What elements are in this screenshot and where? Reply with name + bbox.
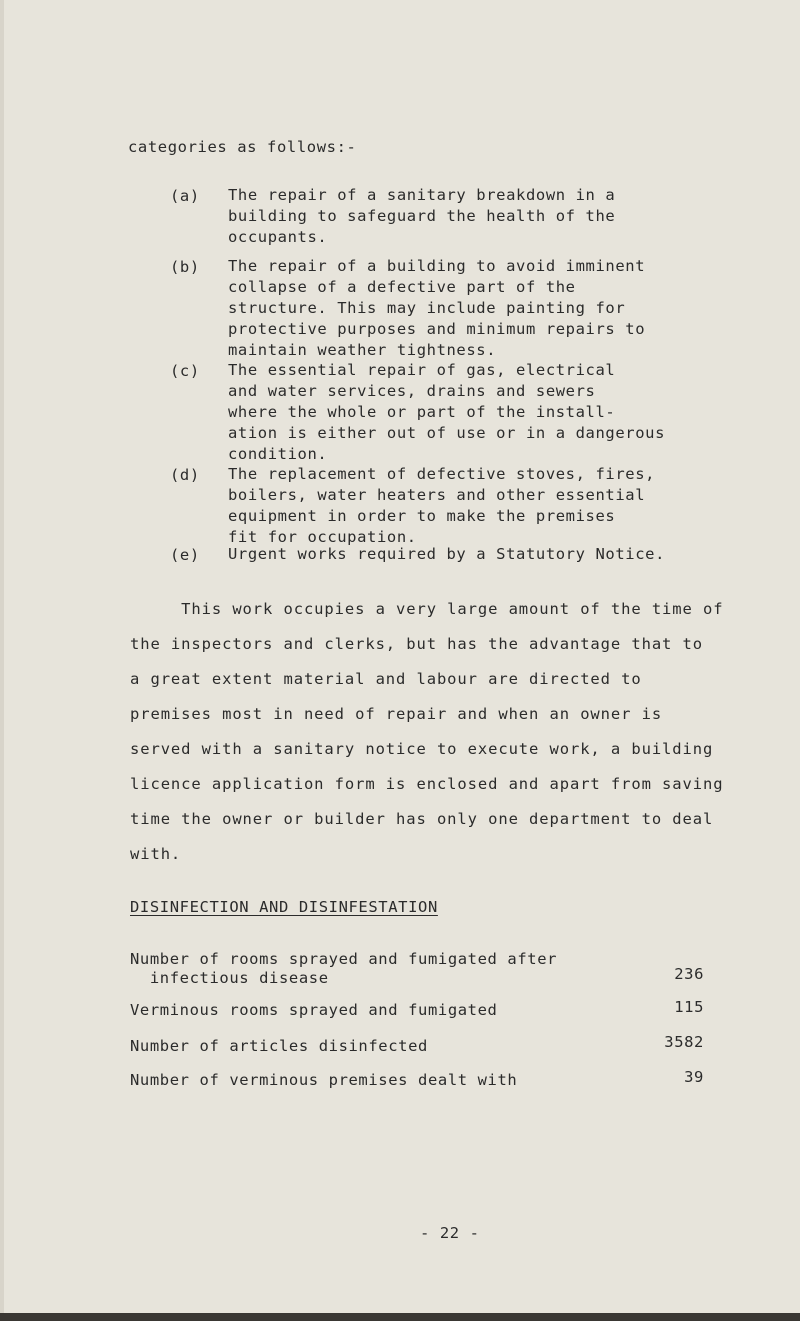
stat-label-verminous-premises — [130, 1071, 517, 1090]
stat-label-line: Number of articles disinfected — [130, 1037, 428, 1055]
item-line: The essential repair of gas, electrical — [228, 361, 616, 379]
item-text-a — [228, 185, 615, 248]
item-line: The replacement of defective stoves, fires, — [228, 465, 656, 483]
item-text-d — [228, 464, 655, 548]
item-line: condition. — [228, 445, 328, 463]
intro-text: categories as follows:- — [128, 138, 357, 156]
item-text-e — [228, 544, 665, 565]
page-left-edge — [0, 0, 4, 1321]
item-label-e: (e) — [170, 546, 200, 564]
item-line: building to safeguard the health of the — [228, 207, 616, 225]
stat-value-articles: 3582 — [664, 1033, 704, 1051]
paragraph-line: This work occupies a very large amount of the time of — [130, 600, 724, 618]
paragraph-line: licence application form is enclosed and apart from saving — [130, 775, 724, 793]
item-label-a: (a) — [170, 187, 200, 205]
item-line: equipment in order to make the premises — [228, 507, 616, 525]
stat-label-line: infectious disease — [130, 969, 329, 987]
paragraph-line: the inspectors and clerks, but has the advantage that to — [130, 635, 703, 653]
page-number: - 22 - — [420, 1224, 480, 1242]
paragraph-line: with. — [130, 845, 182, 863]
stat-label-line: Number of rooms sprayed and fumigated after — [130, 950, 558, 968]
item-line: where the whole or part of the install- — [228, 403, 616, 421]
stat-value-verminous-rooms: 115 — [674, 998, 704, 1016]
item-label-d: (d) — [170, 466, 200, 484]
item-line: Urgent works required by a Statutory Notice. — [228, 545, 665, 563]
section-heading: DISINFECTION AND DISINFESTATION — [130, 898, 438, 916]
item-label-c: (c) — [170, 362, 200, 380]
paragraph-line: a great extent material and labour are directed to — [130, 670, 642, 688]
stat-label-rooms-infectious — [130, 950, 557, 988]
paragraph-line: premises most in need of repair and when an owner is — [130, 705, 663, 723]
item-line: and water services, drains and sewers — [228, 382, 596, 400]
item-line: The repair of a building to avoid imminent — [228, 257, 646, 275]
item-line: maintain weather tightness. — [228, 341, 497, 359]
page-bottom-edge — [0, 1313, 800, 1321]
stat-label-line: Number of verminous premises dealt with — [130, 1071, 518, 1089]
item-line: ation is either out of use or in a dangerous — [228, 424, 665, 442]
stat-label-articles — [130, 1037, 428, 1056]
paragraph-line: served with a sanitary notice to execute work, a building — [130, 740, 714, 758]
stat-label-verminous-rooms — [130, 1001, 497, 1020]
item-text-c — [228, 360, 665, 465]
item-line: collapse of a defective part of the — [228, 278, 576, 296]
body-paragraph — [130, 592, 723, 872]
item-line: occupants. — [228, 228, 328, 246]
item-line: boilers, water heaters and other essential — [228, 486, 646, 504]
item-label-b: (b) — [170, 258, 200, 276]
item-line: The repair of a sanitary breakdown in a — [228, 186, 616, 204]
item-line: structure. This may include painting for — [228, 299, 626, 317]
stat-value-rooms-infectious: 236 — [674, 965, 704, 983]
paragraph-line: time the owner or builder has only one department to deal — [130, 810, 714, 828]
item-line: fit for occupation. — [228, 528, 417, 546]
stat-value-verminous-premises: 39 — [684, 1068, 704, 1086]
item-text-b — [228, 256, 645, 361]
stat-label-line: Verminous rooms sprayed and fumigated — [130, 1001, 498, 1019]
item-line: protective purposes and minimum repairs to — [228, 320, 646, 338]
